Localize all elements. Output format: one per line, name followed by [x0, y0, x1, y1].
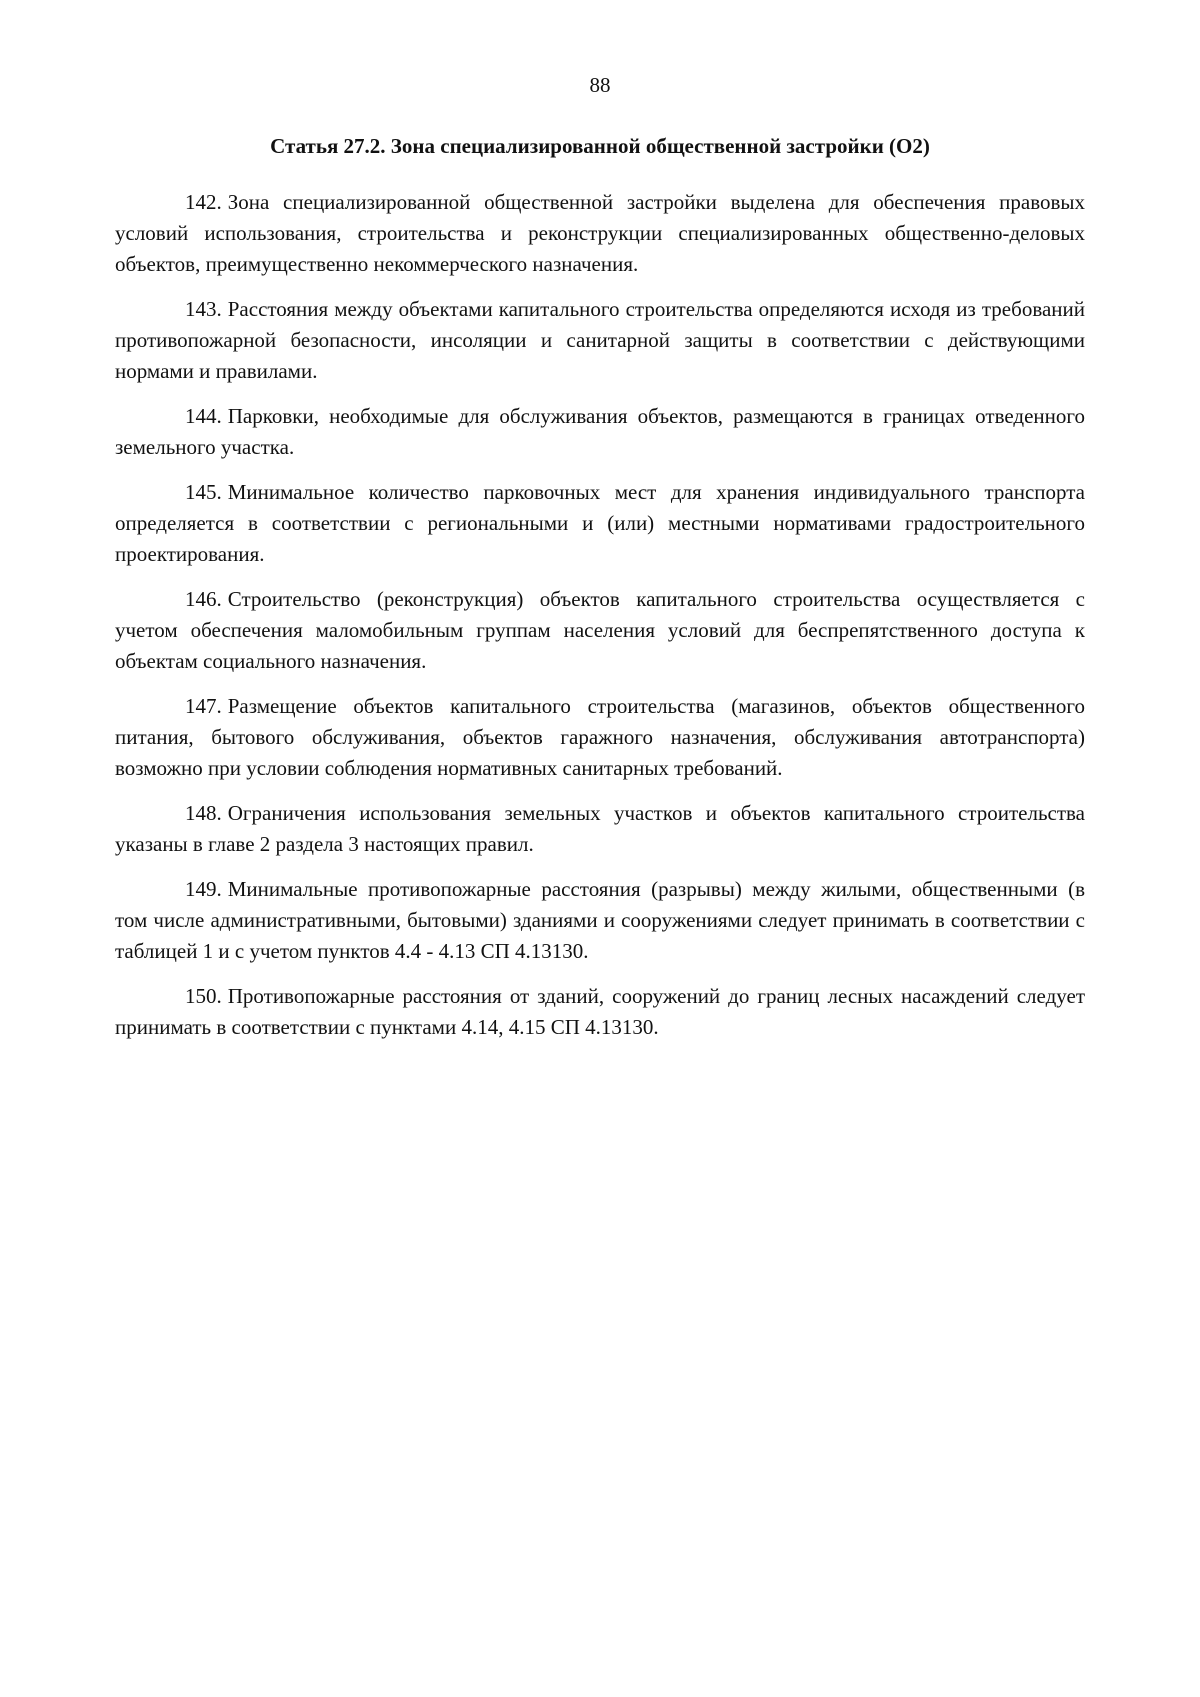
paragraph-number: 146. [185, 587, 222, 611]
paragraph-text: Ограничения использования земельных участков и объектов капитального строительства указаны в главе 2 раздела 3 настоящих правил. [115, 801, 1085, 856]
paragraph-143 [115, 294, 1085, 387]
paragraph-142 [115, 187, 1085, 280]
paragraph-148 [115, 798, 1085, 860]
paragraph-144 [115, 401, 1085, 463]
paragraph-text: Минимальные противопожарные расстояния (разрывы) между жилыми, общественными (в том числе административными, бытовыми) зданиями и сооружениями следует принимать в соответствии с таблицей 1 и с учетом пунктов 4.4 - 4.13 СП 4.13130. [115, 877, 1085, 963]
paragraph-text: Противопожарные расстояния от зданий, сооружений до границ лесных насаждений следует принимать в соответствии с пунктами 4.14, 4.15 СП 4.13130. [115, 984, 1085, 1039]
paragraph-number: 148. [185, 801, 222, 825]
paragraph-text: Строительство (реконструкция) объектов капитального строительства осуществляется с учетом обеспечения маломобильным группам населения условий для беспрепятственного доступа к объектам социального назначения. [115, 587, 1085, 673]
page-number: 88 [589, 73, 611, 97]
paragraph-147 [115, 691, 1085, 784]
paragraph-number: 143. [185, 297, 222, 321]
paragraph-number: 150. [185, 984, 222, 1008]
paragraph-text: Парковки, необходимые для обслуживания объектов, размещаются в границах отведенного земельного участка. [115, 404, 1085, 459]
article-body [115, 187, 1085, 1057]
paragraph-146 [115, 584, 1085, 677]
paragraph-text: Минимальное количество парковочных мест для хранения индивидуального транспорта определяется в соответствии с региональными и (или) местными нормативами градостроительного проектирования. [115, 480, 1085, 566]
paragraph-text: Зона специализированной общественной застройки выделена для обеспечения правовых условий использования, строительства и реконструкции специализированных общественно-деловых объектов, преимущественно некоммерческого назначения. [115, 190, 1085, 276]
paragraph-number: 144. [185, 404, 222, 428]
paragraph-149 [115, 874, 1085, 967]
paragraph-145 [115, 477, 1085, 570]
paragraph-number: 149. [185, 877, 222, 901]
paragraph-text: Расстояния между объектами капитального строительства определяются исходя из требований противопожарной безопасности, инсоляции и санитарной защиты в соответствии с действующими нормами и правилами. [115, 297, 1085, 383]
paragraph-150 [115, 981, 1085, 1043]
paragraph-number: 142. [185, 190, 222, 214]
paragraph-number: 145. [185, 480, 222, 504]
paragraph-text: Размещение объектов капитального строительства (магазинов, объектов общественного питания, бытового обслуживания, объектов гаражного назначения, обслуживания автотранспорта) возможно при условии соблюдения нормативных санитарных требований. [115, 694, 1085, 780]
paragraph-number: 147. [185, 694, 222, 718]
article-title: Статья 27.2. Зона специализированной общественной застройки (О2) [270, 134, 930, 158]
